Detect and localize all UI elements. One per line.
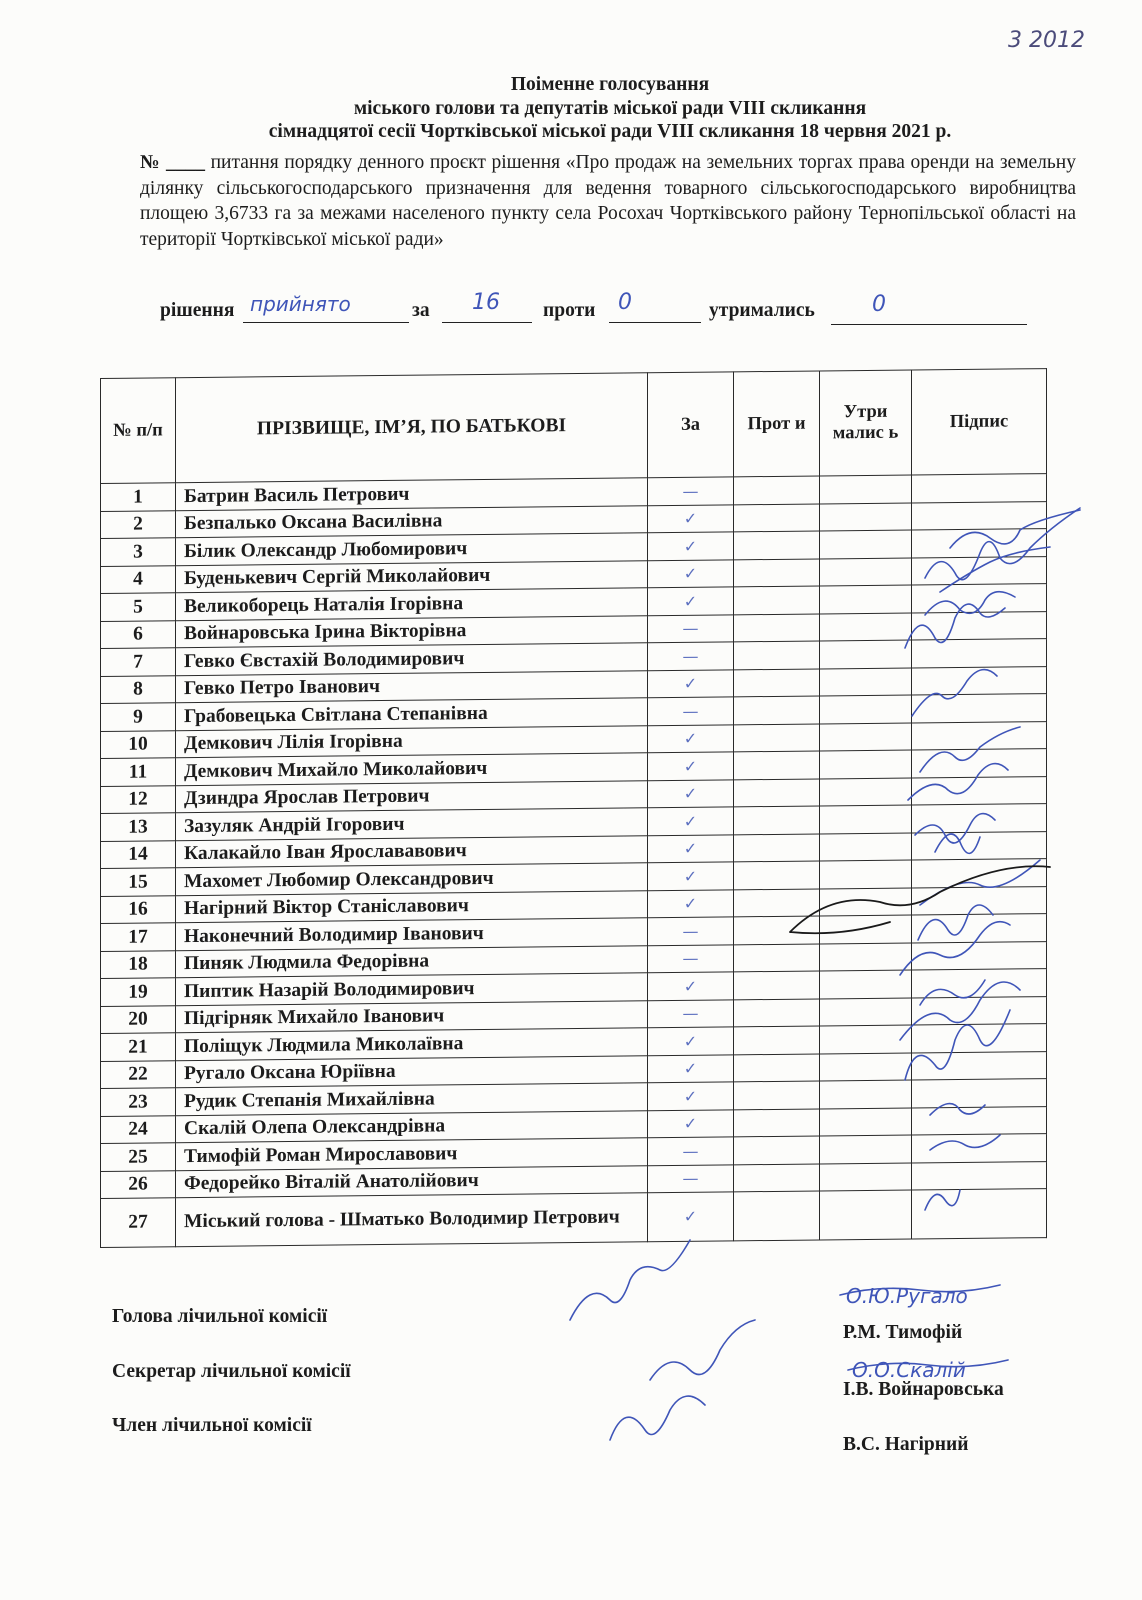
row-vote-for-mark: ✓ [648, 807, 734, 835]
row-vote-for-mark: — [648, 1137, 734, 1165]
row-number: 4 [101, 565, 176, 593]
row-number: 17 [101, 923, 176, 951]
row-name: Зазуляк Андрій Ігорович [176, 808, 648, 840]
decision-label: рішення [160, 300, 235, 321]
row-number: 20 [101, 1005, 176, 1033]
header-line-3: сімнадцятої сесії Чортківської міської ради VIII скликання 18 червня 2021 р. [268, 121, 952, 142]
row-number: 26 [101, 1170, 176, 1198]
row-number: 16 [101, 895, 176, 923]
row-number: 12 [101, 785, 176, 813]
for-label: за [412, 300, 430, 321]
row-name: Гевко Петро Іванович [176, 670, 648, 702]
signature-10 [920, 727, 1020, 772]
question-text: питання порядку денного проєкт рішення «Про продаж на земельних торгах права оренди на земельну ділянку сільськогосподарського призначення для ведення товарного сільськогосподарського виробництва площею 3,6733 га за межами населеного пункту села Росохач Чортківського району Тернопільської області на території Чортківської міської ради» [140, 152, 1076, 250]
footer-signature-2 [650, 1320, 755, 1380]
row-name: Грабовецька Світлана Степанівна [176, 698, 648, 730]
row-number: 13 [101, 813, 176, 841]
row-vote-for-mark: ✓ [648, 889, 734, 917]
row-vote-for-mark: ✓ [648, 834, 734, 862]
row-name: Великоборець Наталія Ігорівна [176, 588, 648, 620]
col-header-number: № п/п [101, 378, 176, 484]
row-number: 22 [101, 1060, 176, 1088]
row-name: Наконечний Володимир Іванович [176, 918, 648, 950]
row-name: Білик Олександр Любомирович [176, 533, 648, 565]
row-vote-for-mark: ✓ [648, 972, 734, 1000]
row-name: Дзиндра Ярослав Петрович [176, 780, 648, 812]
row-vote-for-mark: — [648, 999, 734, 1027]
row-vote-for-mark: ✓ [648, 532, 734, 560]
decision-handwritten-value: прийнято [250, 292, 351, 316]
row-number: 15 [101, 868, 176, 896]
signature-13 [935, 834, 980, 853]
row-name: Тимофій Роман Мирославович [176, 1138, 648, 1170]
col-header-abstain: Утри малис ь [820, 370, 912, 476]
row-number: 19 [101, 978, 176, 1006]
signature-27 [925, 1190, 960, 1210]
row-number: 27 [101, 1198, 176, 1248]
row-vote-for-mark: ✓ [648, 1027, 734, 1055]
for-handwritten-value: 16 [472, 290, 500, 315]
row-number: 8 [101, 675, 176, 703]
row-number: 9 [101, 703, 176, 731]
row-name: Махомет Любомир Олександрович [176, 863, 648, 895]
row-number: 24 [101, 1115, 176, 1143]
row-name: Міський голова - Шматько Володимир Петрович [176, 1193, 648, 1247]
row-name: Буденькевич Сергій Миколайович [176, 560, 648, 592]
row-number: 23 [101, 1088, 176, 1116]
col-header-signature: Підпис [912, 369, 1047, 475]
against-handwritten-value: 0 [618, 290, 632, 315]
row-name: Ругало Оксана Юріївна [176, 1055, 648, 1087]
row-number: 5 [101, 593, 176, 621]
row-number: 6 [101, 620, 176, 648]
row-name: Демкович Михайло Миколайович [176, 753, 648, 785]
row-name: Федорейко Віталій Анатолійович [176, 1165, 648, 1197]
row-number: 3 [101, 538, 176, 566]
page-title: Поіменне голосування [510, 74, 710, 95]
row-vote-for-mark: ✓ [648, 1082, 734, 1110]
signature-2 [950, 510, 1080, 548]
row-name: Демкович Лілія Ігорівна [176, 725, 648, 757]
col-header-for: За [648, 372, 734, 478]
row-number: 14 [101, 840, 176, 868]
row-vote-for-mark: ✓ [648, 752, 734, 780]
row-number: 25 [101, 1143, 176, 1171]
signature-8 [912, 670, 997, 716]
chair-label: Голова лічильної комісії [112, 1306, 328, 1327]
row-vote-for-mark: — [648, 944, 734, 972]
row-name: Гевко Євстахій Володимирович [176, 643, 648, 675]
row-vote-for-mark: ✓ [648, 504, 734, 532]
footer-signature-1 [570, 1240, 690, 1320]
row-name: Пиняк Людмила Федорівна [176, 945, 648, 977]
row-name: Калакайло Іван Ярослававович [176, 835, 648, 867]
row-number: 18 [101, 950, 176, 978]
member-label: Член лічильної комісії [112, 1415, 312, 1436]
row-vote-for-mark: ✓ [648, 862, 734, 890]
signature-4 [940, 547, 1050, 592]
row-vote-for-mark: ✓ [648, 587, 734, 615]
signature-16-black [790, 866, 1050, 933]
signature-6 [905, 604, 1005, 648]
row-vote-for-mark: ✓ [648, 1192, 734, 1242]
row-vote-for-mark: ✓ [648, 1109, 734, 1137]
corner-handwritten-note: 3 2012 [1008, 28, 1085, 53]
secretary-label: Секретар лічильної комісії [112, 1361, 351, 1382]
row-vote-for-mark: ✓ [648, 669, 734, 697]
row-vote-for-mark: — [648, 1164, 734, 1192]
row-name: Нагірний Віктор Станіславович [176, 890, 648, 922]
row-number: 1 [101, 483, 176, 511]
abstain-handwritten-value: 0 [872, 292, 886, 317]
footer-handwritten-2: О.О.Скалій [852, 1358, 966, 1382]
row-vote-for-mark: — [648, 917, 734, 945]
row-vote-for-mark: ✓ [648, 559, 734, 587]
against-label: проти [543, 300, 596, 321]
row-name: Войнаровська Ірина Вікторівна [176, 615, 648, 647]
col-header-name: ПРІЗВИЩЕ, ІМ’Я, ПО БАТЬКОВІ [176, 373, 648, 483]
signature-24 [930, 1135, 1000, 1150]
footer-handwritten-1: О.Ю.Ругало [846, 1284, 968, 1308]
row-name: Скалій Олепа Олександрівна [176, 1110, 648, 1142]
row-number: 11 [101, 758, 176, 786]
secretary-name: І.В. Войнаровська [843, 1379, 1004, 1400]
signature-19 [920, 980, 985, 1005]
row-vote-for-mark: ✓ [648, 779, 734, 807]
row-name: Батрин Василь Петрович [176, 478, 648, 510]
row-vote-for-mark: — [648, 477, 734, 505]
col-header-against: Прот и [734, 371, 820, 477]
signature-21 [905, 1010, 1010, 1080]
row-number: 21 [101, 1033, 176, 1061]
row-name: Безпалько Оксана Василівна [176, 505, 648, 537]
signature-18 [900, 922, 1010, 975]
footer-signature-3 [610, 1396, 705, 1440]
row-vote-for-mark: — [648, 697, 734, 725]
row-number: 2 [101, 510, 176, 538]
row-vote-for-mark: — [648, 642, 734, 670]
signature-23 [930, 1104, 985, 1115]
row-vote-for-mark: ✓ [648, 1054, 734, 1082]
row-name: Рудик Степанія Михайлівна [176, 1083, 648, 1115]
row-number: 7 [101, 648, 176, 676]
row-vote-for-mark: — [648, 614, 734, 642]
chair-name: Р.М. Тимофій [843, 1322, 963, 1343]
row-name: Підгірняк Михайло Іванович [176, 1000, 648, 1032]
member-name: В.С. Нагірний [843, 1434, 969, 1455]
abstain-label: утримались [709, 300, 815, 321]
signature-17 [918, 905, 993, 940]
header-line-2: міського голови та депутатів міської ради VIII скликання [353, 98, 867, 119]
row-name: Поліщук Людмила Миколаївна [176, 1028, 648, 1060]
row-name: Пиптик Назарій Володимирович [176, 973, 648, 1005]
row-vote-for-mark: ✓ [648, 724, 734, 752]
row-number: 10 [101, 730, 176, 758]
signature-12 [915, 814, 995, 843]
question-number: № ____ [140, 152, 205, 173]
